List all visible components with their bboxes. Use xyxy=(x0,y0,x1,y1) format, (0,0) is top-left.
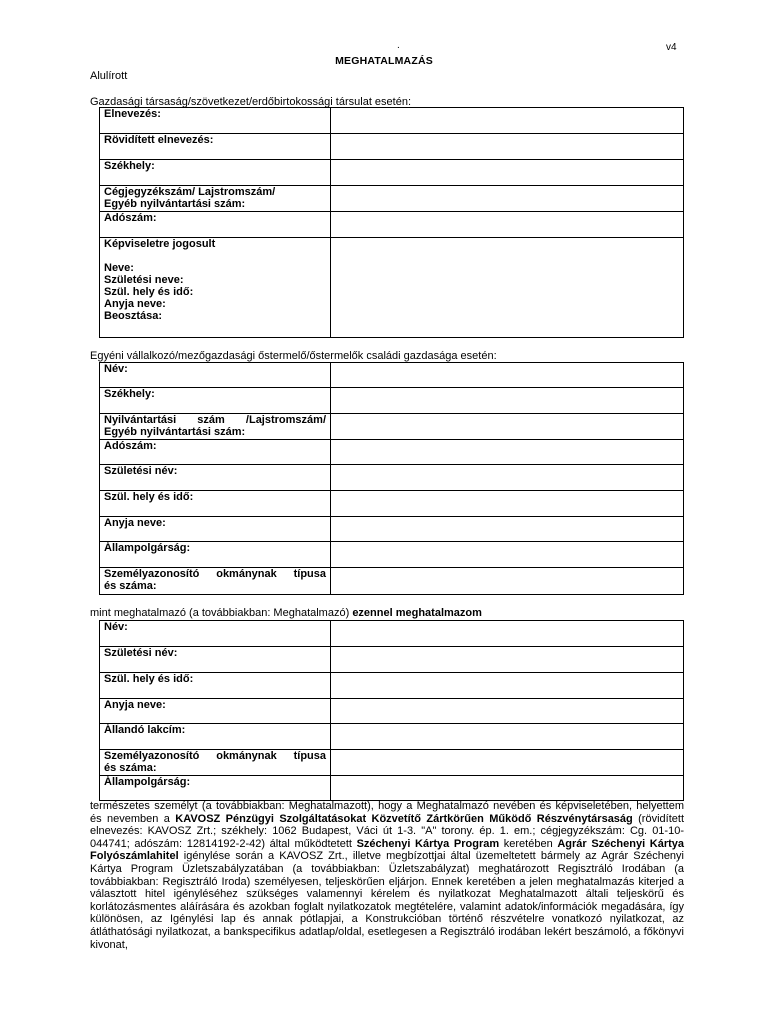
value-szulnev3[interactable] xyxy=(331,647,684,673)
value-szulhely2[interactable] xyxy=(331,491,684,517)
version-label: v4 xyxy=(666,42,677,53)
value-nev3[interactable] xyxy=(331,621,684,647)
value-anyja2[interactable] xyxy=(331,517,684,542)
row-label-anyja2: Anyja neve: xyxy=(100,517,331,542)
row-label-nev: Név: xyxy=(100,363,331,388)
value-szekhely2[interactable] xyxy=(331,388,684,414)
row-label-szulnev3: Születési név: xyxy=(100,647,331,673)
row-label-allampolg3: Állampolgárság: xyxy=(100,776,331,801)
row-label-rovid: Rövidített elnevezés: xyxy=(100,134,331,160)
value-allampolg2[interactable] xyxy=(331,542,684,568)
row-label-nev3: Név: xyxy=(100,621,331,647)
row-label-adoszam: Adószám: xyxy=(100,212,331,238)
row-label-anyja3: Anyja neve: xyxy=(100,699,331,724)
value-anyja3[interactable] xyxy=(331,699,684,724)
row-label-cegjegyzek xyxy=(100,186,331,212)
row-label-szekhely: Székhely: xyxy=(100,160,331,186)
value-szulnev2[interactable] xyxy=(331,465,684,491)
row-label-szemelyazon3 xyxy=(100,750,331,776)
document-title: MEGHATALMAZÁS xyxy=(335,55,433,67)
nyilv-line2: Egyéb nyilvántartási szám: xyxy=(104,426,246,438)
row-label-adoszam2: Adószám: xyxy=(100,440,331,465)
para-text-2: (rövidített elnevezés: KAVOSZ Zrt.; székhely: 1062 Budapest, Váci út 1-3. "A" torony. ép. 1. em.; cégjegyzékszám: Cg. 01-10-044741; adószám: 12814192-2-42) által működtetett xyxy=(90,812,684,850)
value-cegjegyzek[interactable] xyxy=(331,186,684,212)
value-adoszam[interactable] xyxy=(331,212,684,238)
value-adoszam2[interactable] xyxy=(331,440,684,465)
section3-heading xyxy=(90,607,482,619)
value-rovid[interactable] xyxy=(331,134,684,160)
cegjegyzek-line1: Cégjegyzékszám/ Lajstromszám/ xyxy=(104,186,276,198)
szem2-line1: Személyazonosító okmánynak típusa xyxy=(104,568,326,580)
company-table xyxy=(99,107,684,338)
para-credit-name: Agrár Széchenyi Kártya Folyószámlahitel xyxy=(90,837,685,863)
row-label-szulnev2: Születési név: xyxy=(100,465,331,491)
section1-heading: Gazdasági társaság/szövetkezet/erdőbirtokossági társulat esetén: xyxy=(90,96,412,108)
kepv-szulhely-label: Szül. hely és idő: xyxy=(104,286,194,298)
row-label-lakcim3: Állandó lakcím: xyxy=(100,724,331,750)
para-text-1: természetes személyt (a továbbiakban: Meghatalmazott), hogy a Meghatalmazó nevében és képviseletében, helyettem és nevemben a xyxy=(90,800,684,825)
row-label-allampolg2: Állampolgárság: xyxy=(100,542,331,568)
para-text-4: igénylése során a KAVOSZ Zrt., illetve megbízottjai által üzemeltetett bármely az Agrár Széchenyi Kártya Program Üzletszabályzatában (a továbbiakban: Üzletszabályzat) meghatározott Regisztráló Irodában (a továbbiakban: Regisztráló Iroda) személyesen, teljeskörűen eljárjon. Ennek keretében a jelen meghatalmazás kiterjed a választott hitel igényléséhez szükséges valamennyi kérelem és nyilatkozat Meghatalmazott általi teljeskörű és korlátozásmentes aláírására és azokban foglalt nyilatkozatok megtételére, valamint adatok/információk megadására, így különösen, az Igénylési lap és annak pótlapjai, a Konstrukcióban történő részvételre vonatkozó nyilatkozat, az átláthatósági nyilatkozat, a bankspecifikus adatlap/oldal, esetlegesen a Regisztráló irodában lekért beszámoló, a főkönyvi kivonat, xyxy=(90,850,684,951)
value-elnevezes[interactable] xyxy=(331,108,684,134)
kepv-neve-label: Neve: xyxy=(104,262,134,274)
para-company-name: KAVOSZ Pénzügyi Szolgáltatásokat Közvetítő Zártkörűen Működő Részvénytársaság xyxy=(175,812,633,825)
section3-heading-text: mint meghatalmazó (a továbbiakban: Meghatalmazó) xyxy=(90,607,353,619)
intro-text: Alulírott xyxy=(90,70,128,82)
kepv-szulnev-label: Születési neve: xyxy=(104,274,184,286)
szem2-line2: és száma: xyxy=(104,580,157,592)
individual-table xyxy=(99,362,684,595)
value-lakcim3[interactable] xyxy=(331,724,684,750)
value-kepviselet[interactable] xyxy=(331,238,684,338)
row-label-kepviselet xyxy=(100,238,331,338)
section2-heading: Egyéni vállalkozó/mezőgazdasági őstermelő/őstermelők családi gazdasága esetén: xyxy=(90,350,497,362)
row-label-szemelyazon2 xyxy=(100,568,331,595)
value-allampolg3[interactable] xyxy=(331,776,684,801)
value-szekhely[interactable] xyxy=(331,160,684,186)
kepv-anyja-label: Anyja neve: xyxy=(104,298,166,310)
row-label-elnevezes: Elnevezés: xyxy=(100,108,331,134)
row-label-nyilvantartasi xyxy=(100,414,331,440)
authorization-paragraph xyxy=(90,800,684,951)
value-szemelyazon2[interactable] xyxy=(331,568,684,595)
value-szulhely3[interactable] xyxy=(331,673,684,699)
kepviselet-label: Képviseletre jogosult xyxy=(104,238,216,250)
value-nev[interactable] xyxy=(331,363,684,388)
row-label-szekhely2: Székhely: xyxy=(100,388,331,414)
cegjegyzek-line2: Egyéb nyilvántartási szám: xyxy=(104,198,246,210)
section3-heading-bold: ezennel meghatalmazom xyxy=(352,607,482,619)
agent-table xyxy=(99,620,684,801)
value-nyilvantartasi[interactable] xyxy=(331,414,684,440)
kepv-beosztas-label: Beosztása: xyxy=(104,310,163,322)
header-dot: . xyxy=(397,40,400,51)
row-label-szulhely3: Szül. hely és idő: xyxy=(100,673,331,699)
para-text-3: keretében xyxy=(499,837,558,850)
szem3-line2: és száma: xyxy=(104,762,157,774)
value-szemelyazon3[interactable] xyxy=(331,750,684,776)
nyilv-line1: Nyilvántartási szám /Lajstromszám/ xyxy=(104,414,326,426)
para-program-name: Széchenyi Kártya Program xyxy=(356,837,500,850)
row-label-szulhely2: Szül. hely és idő: xyxy=(100,491,331,517)
szem3-line1: Személyazonosító okmánynak típusa xyxy=(104,750,326,762)
